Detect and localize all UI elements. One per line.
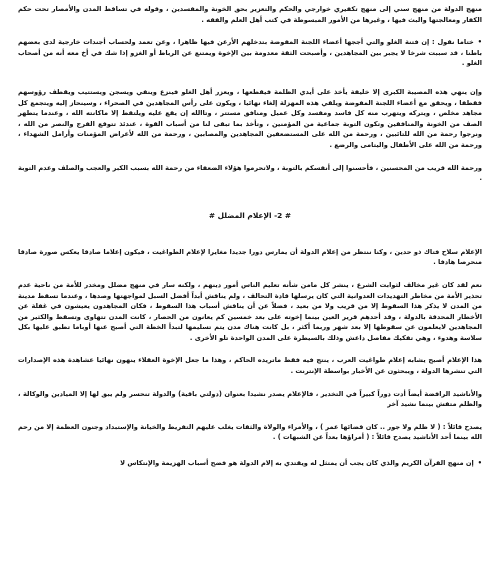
paragraph-opening: منهج الدولة من منهج سني إلى منهج تكفيري خوارجي والحكم والتعزير بحق الخونة والمفسدين ، وقوله في تساقط المدن والأمصار تحت حكم الكفار ومعالجتها والبث فيها ، وغيرها من الأمور المبسوطة في كتب أهل العلم والفقه . xyxy=(18,5,482,24)
paragraph-caliph: وإن ينهي هذه المصيبة الكبرى إلا خليفة يأخذ على أيدي الظلمة فيقطعها ، ويعزر أهل الغلو فينزع وينفي ويسجن ويستتيب ويقطف رؤوسهم فقطفا ، ويحقق مع أعضاء اللجنة المفوضة ويلقي هذه المهزلة إلغاء نهائيا ، ويكون على رأس المجاهدين في الصحراء ، وسينحاز إليه ويتجمع كل مجاهد مخلص ، ويتركه ويتهرب منه كل فاسد ومفسد وكل عميل ومنافق مستتر ، وتاالله إن يقع عليه ويلتقط إلا ماكانته الله ، وعندما يتطهر الصف من الخونة والمنافقين وتكون التوبة جماعية من المؤمنين ، وتأخذ بما تبقى لنا من أسباب القوة ، عندئذ تتوقع الفرج والنصر من الله ، ونرجوا رحمة من الله للتائبين ، ورحمة من الله على المستضعفين المجاهدين والمصابين ، ورحمة من الله لأعراض المؤمنات وأرامل الشهداء ، ورحمة من الله على الأطفال واليتامى والرضع . xyxy=(18,87,482,149)
section-heading: # 2- الإعلام المضلل # xyxy=(208,210,292,220)
paragraph-media-intro: الإعلام سلاح فتاك ذو حدين ، وكنا ننتظر من إعلام الدولة أن يمارس دورا جديدا مغايرا لإعلام الطواغيت ، فيكون إعلاما صادقا يعكس صورة صادقا منحرصا هادفا . xyxy=(18,247,482,267)
paragraph-quran-method: • إن منهج القرآن الكريم والذي كان يجب أن يمتثل له ويقتدي به إلام الدولة هو فضح أسباب الهزيمة والإنتكاس لا xyxy=(18,458,482,469)
paragraph-media-critique: نعم لقد كان غير مخالف لثوابت الشرع ، ينشر كل مامن شأنه تعليم الناس أمور دينهم ، ولكنه سار في منهج مضلل ومخدر للأمة من ناحية عدم تحذير الأمة من مخاطر التهديدات العدوانية التي كان يرسلها قادة التحالف ، ولم يناقش أبداً أفضل السبل لمواجهتها وصدها ، وعندما تسقط مدينة من المدن لا يذكر هذا السقوط إلا من قريب ولا من بعيد ، فضلاً عن أن يناقش أسباب هذا السقوط ، فكان المجاهدون يعيشون في غفلة عن الأخطار المحدقة بالدولة ، وقد أحدهم قرير العين بينما إخوته على بعد خمسين كم يعانون من الحصار ، كانت المدن تتهاوى وتسقط والكثير من المجاهدين لايعلمون عن سقوطها إلا بعد شهر وربما أكثر ، بل كانت هناك مدن يتم تسليمها لتبدأ الخطة التي أصبح عنها أوباما تطبق عليها بكل سلاسة وهدوء ، وهي تفكيك مفاصل داعش وذلك بالسيطرة على المدن الواحدة تلو الأخرى . xyxy=(18,280,482,342)
paragraph-mercy: ورحمة الله قريب من المحسنين ، فأحسنوا إلى أنفسكم بالتوبة ، ولاتحرموا هؤلاء الضعفاء من رحمة الله بسبب الكبر والعجب والصلف وعدم التوبة . xyxy=(18,163,482,183)
paragraph-media-tyrants: هذا الإعلام أصبح يشابه إعلام طواغيت العرب ، ينتج فيه فقط ماتريده الحاكم ، وهذا ما جعل الإخوة العقلاء ينهون نهائيا عشاهدة هذه الإصدارات التي تنشرها الدولة ، ويبحثون عن الأخبار بواسطة الإنترنت . xyxy=(18,356,482,376)
paragraph-anthems: والأناشيد الرافضة أيضاً أدت دوراً كبيراً في التخدير ، فالإعلام يصدر نشيدا بعنوان (دولتي باقية) والدولة تنحسر ولم يبق لها إلا الميادين والوكالة ، والظلم متفش بينما نشيد آخر xyxy=(18,389,482,409)
paragraph-conclusion: • ختاما نقول : إن فتنة الغلو والتي أججها أعضاء اللجنة المفوضة بتدخلهم الأرعن فيها ظاهرا ، وعن تعمد ولحساب أجندات خارجية لدى بعضهم باطنا ، قد سببت شرخا لا يجبر بين المجاهدين ، وأصبحت الثقة معدومة بين الإخوة ويمتنع عن الرباط أو الغزو إذا شك في أخ معه أنه من أصحاب الغلو . xyxy=(18,37,482,69)
paragraph-anthem-quotes: يصدح قائلاً : ( لا ظلم ولا جور .. كان قضائها عمر ) ، والأمراء والولاة والثقات يغلب عليهم التفريط والخيانة والإستبداد وجنون العظمة إلا من رحم الله بينما أحد الأناشيد يصدح قائلاً : ( أمراؤها بعداً عن الشبهات ) . xyxy=(18,422,482,442)
